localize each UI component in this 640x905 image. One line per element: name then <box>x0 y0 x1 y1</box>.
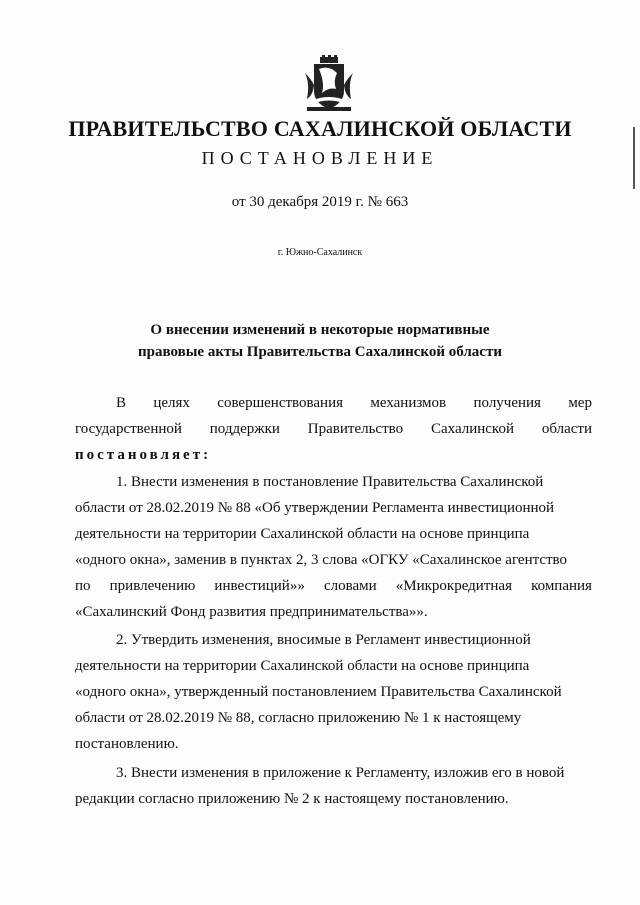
document-title <box>0 319 640 363</box>
title-line-1: О внесении изменений в некоторые нормативные <box>150 322 490 338</box>
word: механизмов <box>370 395 447 411</box>
word: по <box>75 578 91 594</box>
item2-line-3: «одного окна», утвержденный постановлением Правительства Сахалинской <box>75 684 562 700</box>
item2-line-2: деятельности на территории Сахалинской области на основе принципа <box>75 658 530 674</box>
decree-verb: постановляет: <box>75 447 212 463</box>
document-type-heading: ПОСТАНОВЛЕНИЕ <box>201 148 439 168</box>
word: мер <box>568 395 592 411</box>
city-name: г. Южно-Сахалинск <box>277 247 363 258</box>
scan-edge-mark <box>633 127 635 189</box>
word: Сахалинской <box>430 421 514 437</box>
coat-of-arms-emblem <box>303 55 355 113</box>
word: поддержки <box>209 421 280 437</box>
word: государственной <box>75 421 182 437</box>
word: компания <box>531 578 592 594</box>
word: инвестиций»» <box>214 578 305 594</box>
word: получения <box>473 395 541 411</box>
preamble-line-2 <box>75 421 592 438</box>
date-and-number: от 30 декабря 2019 г. № 663 <box>231 194 409 210</box>
organization-heading: ПРАВИТЕЛЬСТВО САХАЛИНСКОЙ ОБЛАСТИ <box>68 116 572 141</box>
item1-line-6: «Сахалинский Фонд развития предпринимательства»». <box>75 604 428 620</box>
item2-line-4: области от 28.02.2019 № 88, согласно приложению № 1 к настоящему <box>75 710 522 726</box>
word: целях <box>153 395 190 411</box>
item1-line-1: 1. Внести изменения в постановление Правительства Сахалинской <box>116 474 544 490</box>
item1-line-3: деятельности на территории Сахалинской области на основе принципа <box>75 526 530 542</box>
word: «Микрокредитная <box>395 578 512 594</box>
word: Правительство <box>307 421 404 437</box>
word: словами <box>323 578 377 594</box>
word: В <box>116 395 127 411</box>
word: привлечению <box>109 578 196 594</box>
item3-line-2: редакции согласно приложению № 2 к настоящему постановлению. <box>75 791 509 807</box>
item3-line-1: 3. Внести изменения в приложение к Регламенту, изложив его в новой <box>116 765 565 781</box>
word: совершенствования <box>217 395 344 411</box>
title-line-2: правовые акты Правительства Сахалинской области <box>138 344 502 360</box>
item1-line-5 <box>75 578 592 595</box>
item1-line-2: области от 28.02.2019 № 88 «Об утверждении Регламента инвестиционной <box>75 500 555 516</box>
item2-line-5: постановлению. <box>75 736 179 752</box>
item2-line-1: 2. Утвердить изменения, вносимые в Регламент инвестиционной <box>116 632 531 648</box>
word: области <box>541 421 592 437</box>
preamble-line-1 <box>116 395 592 412</box>
item1-line-4: «одного окна», заменив в пунктах 2, 3 слова «ОГКУ «Сахалинское агентство <box>75 552 568 568</box>
